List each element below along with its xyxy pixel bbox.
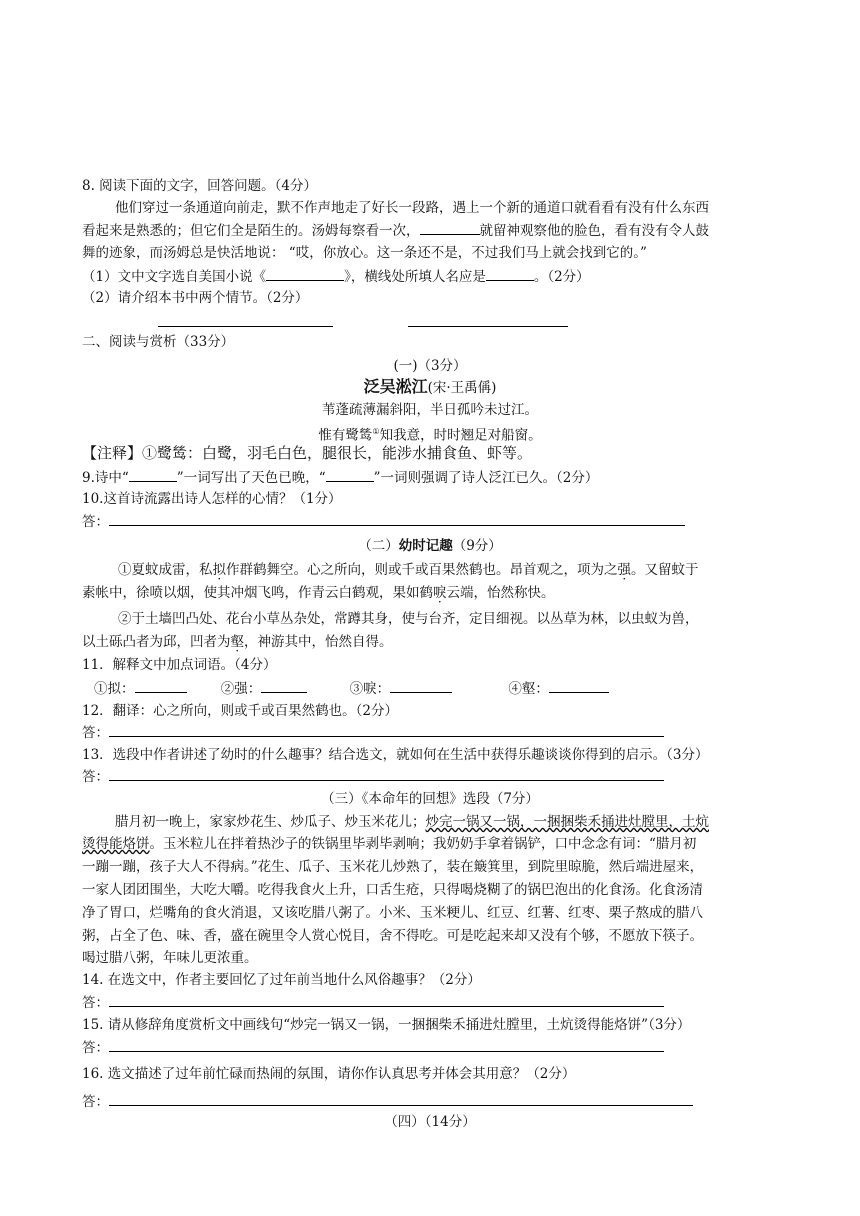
prose-title: 幼时记趣 xyxy=(398,538,453,554)
blank-line[interactable] xyxy=(129,467,177,482)
answer-line[interactable] xyxy=(109,722,664,737)
poem-author: (宋·王禹偁) xyxy=(427,380,497,396)
q11-items: ①拟： ②强： ③唳： ④壑： xyxy=(94,678,820,699)
q16: 16. 选文描述了过年前忙碌而热闹的氛围，请你作认真思考并体会其用意？（2分） xyxy=(82,1066,576,1082)
answer-line[interactable] xyxy=(109,1037,664,1052)
blank-line[interactable] xyxy=(420,220,480,235)
blank-line[interactable] xyxy=(390,678,452,693)
poem-line2: 惟有鹭鸶①知我意，时时翘足对船窗。 xyxy=(318,427,542,444)
prose-line3: ②于土墙凹凸处、花台小草丛杂处，常蹲其身，使与台齐，定目细视。以丛草为林，以虫蚁为兽， xyxy=(118,611,699,627)
answer-line[interactable] xyxy=(109,1091,693,1106)
essay-line1: 腊月初一晚上，家家炒花生、炒瓜子、炒玉米花儿；炒完一锅又一锅，一捆捆柴禾捅进灶膛里，土炕 xyxy=(115,814,709,830)
part4-heading: （四）（14分） xyxy=(384,1114,476,1130)
q11-title: 11．解释文中加点词语。（4分） xyxy=(82,657,277,673)
answer-row: 答： xyxy=(82,766,820,787)
answer-line[interactable] xyxy=(158,326,333,327)
blank-line[interactable] xyxy=(261,678,307,693)
essay-line7: 喝过腊八粥，年味儿更浓重。 xyxy=(82,950,258,966)
section-heading: 二、阅读与赏析（33分） xyxy=(82,334,235,350)
answer-row: 答： xyxy=(82,1037,820,1058)
answer-line[interactable] xyxy=(109,992,664,1007)
answer-line[interactable] xyxy=(109,511,685,526)
answer-line[interactable] xyxy=(109,766,664,781)
answer-row: 答： xyxy=(82,722,820,743)
q8-sub1: （1）文中文字选自美国小说《 》，横线处所填人名应是 。（2分） xyxy=(82,266,820,287)
answer-row: 答： xyxy=(82,992,820,1013)
blank-line[interactable] xyxy=(549,678,609,693)
q8-passage-line1: 他们穿过一条通道向前走，默不作声地走了好长一段路，遇上一个新的通道口就看看有没有什么东西 xyxy=(115,200,709,216)
prose-line1: ①夏蚊成雷，私拟作群鹤舞空。心之所向，则或千或百果然鹤也。昂首观之，项为之强。又留蚊于 xyxy=(118,562,699,578)
q13: 13．选段中作者讲述了幼时的什么趣事？结合选文，就如何在生活中获得乐趣谈谈你得到的启示。（3分） xyxy=(82,747,709,763)
q8-title: 8. 阅读下面的文字，回答问题。（4分） xyxy=(82,178,318,194)
answer-row: 答： xyxy=(82,1091,820,1112)
essay-line4: 一家人团团围坐，大吃大嚼。吃得我食火上升，口舌生疮，只得喝烧糊了的锅巴泡出的化食汤。化食汤清 xyxy=(82,882,703,898)
essay-line3: 一蹦一蹦，孩子大人不得病。”花生、瓜子、玉米花儿炒熟了，装在簸箕里，到院里晾脆，然后端进屋来， xyxy=(82,859,704,875)
poem-heading xyxy=(0,377,860,398)
essay-heading: （三）《本命年的回想》选段（7分） xyxy=(321,791,539,807)
blank-line[interactable] xyxy=(135,678,187,693)
q8-passage-line3: 舞的迹象，而汤姆总是快活地说： “哎，你放心。这一条还不是，不过我们马上就会找到它的。” xyxy=(82,245,647,261)
essay-line2: 烫得能烙饼。玉米粒儿在拌着热沙子的铁锅里毕剥毕剥响；我奶奶手拿着锅铲，口中念念有词：“腊月初 xyxy=(82,836,697,852)
q15: 15. 请从修辞角度赏析文中画线句“炒完一锅又一锅，一捆捆柴禾捅进灶膛里，土炕烫得能烙饼”（3分） xyxy=(82,1017,691,1033)
prose-heading: （二）幼时记趣（9分） xyxy=(358,538,502,554)
poem-note: 【注释】①鹭鸶：白鹭，羽毛白色，腿很长，能涉水捕食鱼、虾等。 xyxy=(82,444,533,462)
q8-sub2: （2）请介绍本书中两个情节。（2分） xyxy=(82,290,309,306)
q9: 9.诗中“ ”一词写出了天色已晚，“ ”一词则强调了诗人泛江已久。（2分） xyxy=(82,467,820,488)
q10: 10.这首诗流露出诗人怎样的心情？（1分） xyxy=(82,491,342,507)
blank-book-title[interactable] xyxy=(266,266,344,281)
poem-line1: 苇蓬疏薄漏斜阳，半日孤吟未过江。 xyxy=(322,402,538,418)
q14: 14. 在选文中，作者主要回忆了过年前当地什么风俗趣事？（2分） xyxy=(82,972,481,988)
q8-passage-line2: 看起来是熟悉的；但它们全是陌生的。汤姆每察看一次， 就留神观察他的脸色，看有没有令人鼓 xyxy=(82,220,820,241)
blank-person-name[interactable] xyxy=(486,266,534,281)
prose-line4: 以土砾凸者为邱，凹者为壑，神游其中，怡然自得。 xyxy=(82,634,393,650)
prose-line2: 素帐中，徐喷以烟，使其冲烟飞鸣，作青云白鹤观，果如鹤唳云端，怡然称快。 xyxy=(82,585,555,601)
poem-number: (一)（3分） xyxy=(393,358,467,374)
q12: 12．翻译：心之所向，则或千或百果然鹤也。（2分） xyxy=(82,703,399,719)
answer-row: 答： xyxy=(82,511,820,532)
poem-title: 泛吴淞江 xyxy=(363,377,428,396)
blank-line[interactable] xyxy=(326,467,374,482)
essay-line6: 粥，占全了色、味、香，盛在碗里令人赏心悦目，舍不得吃。可是吃起来却又没有个够，不愿放下筷子。 xyxy=(82,928,703,944)
answer-line[interactable] xyxy=(408,326,568,327)
essay-line5: 净了胃口，烂嘴角的食火消退，又该吃腊八粥了。小米、玉米粳儿、红豆、红薯、红枣、栗子熬成的腊八 xyxy=(82,905,703,921)
